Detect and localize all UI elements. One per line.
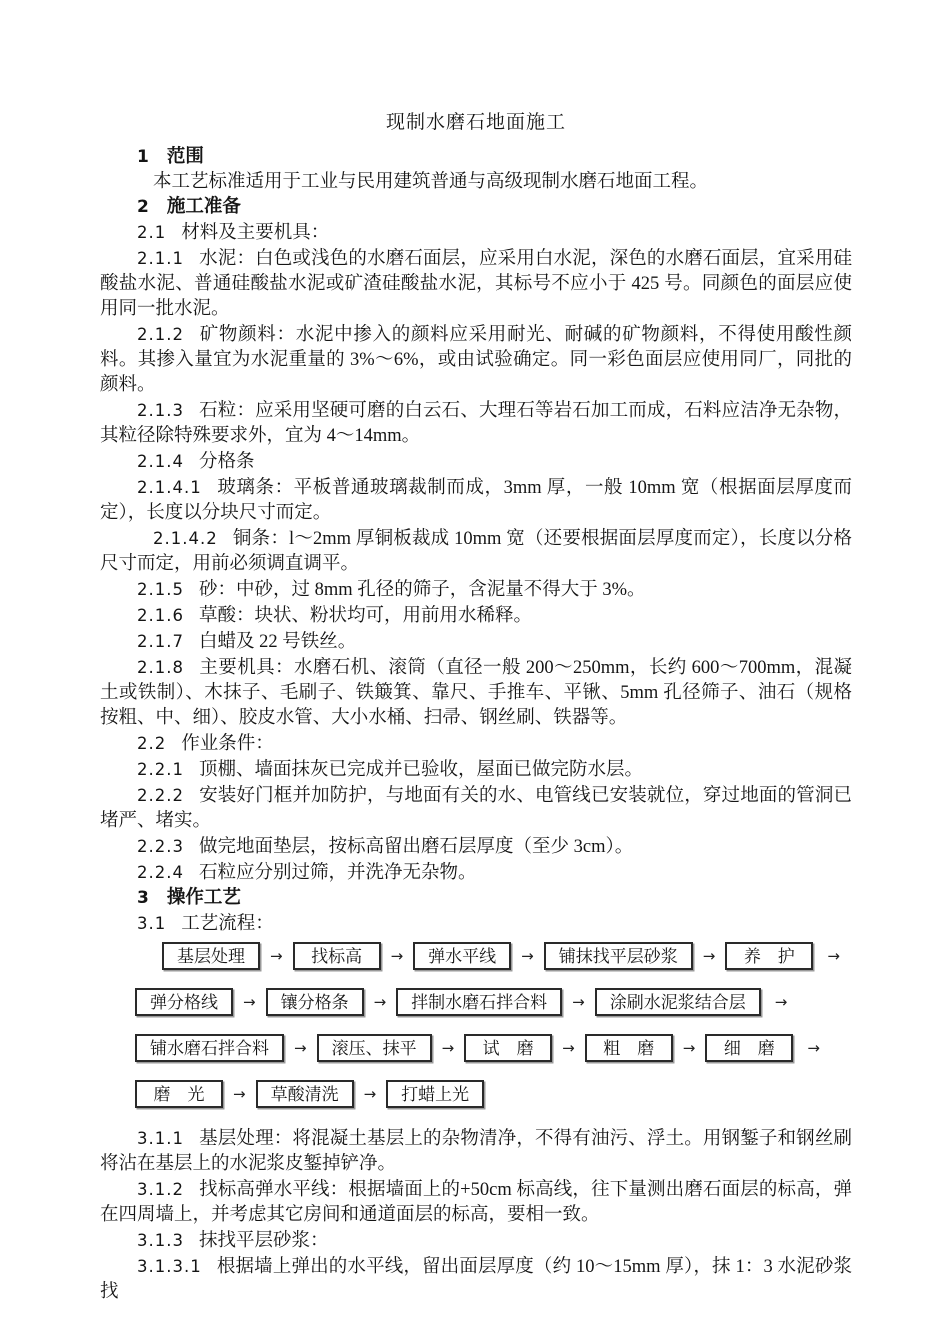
clause-text: 本工艺标准适用于工业与民用建筑普通与高级现制水磨石地面工程。 <box>153 172 709 192</box>
flow-box-snap-level-line: 弹水平线 <box>413 942 511 970</box>
clause-number: 2.1 <box>137 223 167 242</box>
clause-text: 安装好门框并加防护，与地面有关的水、电管线已安装就位，穿过地面的管洞已堵严、堵实。 <box>100 786 852 831</box>
arrow-right-icon: → <box>774 993 788 1011</box>
para-3-1 <box>100 911 852 937</box>
para-2-1-3 <box>100 398 852 449</box>
clause-text: 找标高弹水平线：根据墙面上的+50cm 标高线，往下量测出磨石面层的标高，弹在四周墙上，并考虑其它房间和通道面层的标高，要相一致。 <box>100 1180 852 1225</box>
clause-number: 2.1.8 <box>137 658 184 677</box>
flow-box-fine-grind: 细 磨 <box>705 1034 793 1062</box>
flow-box-oxalic-acid-wash: 草酸清洗 <box>256 1080 354 1108</box>
clause-text: 根据墙上弹出的水平线，留出面层厚度（约 10～15mm 厚），抹 1：3 水泥砂浆找 <box>100 1257 852 1302</box>
arrow-right-icon: → <box>572 993 585 1011</box>
arrow-right-icon: → <box>827 947 840 965</box>
para-2-1 <box>100 220 852 246</box>
arrow-right-icon: → <box>807 1039 820 1057</box>
clause-text: 做完地面垫层，按标高留出磨石层厚度（至少 3cm）。 <box>198 837 634 857</box>
heading-text: 范围 <box>166 147 204 167</box>
clause-text: 玻璃条：平板普通玻璃裁制而成，3mm 厚，一般 10mm 宽（根据面层厚度而定），长度以分块尺寸而定。 <box>100 478 852 523</box>
flow-box-polish: 磨 光 <box>135 1080 223 1108</box>
clause-number: 2.1.3 <box>137 401 184 420</box>
para-2-2-3 <box>100 834 852 860</box>
para-2-2-4 <box>100 860 852 886</box>
clause-number: 3.1.1 <box>137 1129 184 1148</box>
flow-box-curing: 养 护 <box>725 942 813 970</box>
clause-text: 水泥：白色或浅色的水磨石面层，应采用白水泥，深色的水磨石面层，宜采用硅酸盐水泥、普通硅酸盐水泥或矿渣硅酸盐水泥，其标号不应小于 425 号。同颜色的面层应使用同一批水泥。 <box>100 249 852 319</box>
flow-box-lay-terrazzo-mix: 铺水磨石拌合料 <box>135 1034 284 1062</box>
clause-text: 白蜡及 22 号铁丝。 <box>198 632 357 652</box>
clause-number: 3.1.2 <box>137 1180 184 1199</box>
clause-number: 3.1 <box>137 914 167 933</box>
clause-text: 材料及主要机具： <box>181 223 330 243</box>
clause-text: 顶棚、墙面抹灰已完成并已验收，屋面已做完防水层。 <box>198 760 643 780</box>
clause-number: 3.1.3 <box>137 1231 184 1250</box>
para-3-1-1 <box>100 1126 852 1177</box>
flow-box-snap-grid-lines: 弹分格线 <box>135 988 233 1016</box>
arrow-right-icon: → <box>702 947 716 965</box>
para-2-1-4-1 <box>100 475 852 526</box>
para-3-1-3 <box>100 1228 852 1254</box>
clause-text: 工艺流程： <box>181 914 274 934</box>
arrow-right-icon: → <box>441 1039 455 1057</box>
flow-box-leveling-mortar: 铺抹找平层砂浆 <box>544 942 693 970</box>
para-2-1-1 <box>100 246 852 322</box>
clause-number: 2.1.4.1 <box>137 478 202 497</box>
para-2-1-6 <box>100 603 852 629</box>
clause-text: 铜条：l～2mm 厚铜板裁成 10mm 宽（还要根据面层厚度而定），长度以分格尺寸而定，用前必须调直调平。 <box>100 529 852 574</box>
flow-box-inlay-divider-strips: 镶分格条 <box>266 988 364 1016</box>
para-2-1-5 <box>100 577 852 603</box>
clause-text: 分格条 <box>198 452 255 472</box>
flow-box-cement-slurry-bonding: 涂刷水泥浆结合层 <box>595 988 761 1016</box>
clause-number: 3.1.3.1 <box>137 1257 202 1276</box>
clause-text: 草酸：块状、粉状均可，用前用水稀释。 <box>198 606 532 626</box>
flow-box-wax-polish: 打蜡上光 <box>386 1080 484 1108</box>
flow-box-mix-terrazzo: 拌制水磨石拌合料 <box>396 988 562 1016</box>
clause-text: 砂：中砂，过 8mm 孔径的筛子，含泥量不得大于 3%。 <box>198 580 646 600</box>
clause-number: 2.1.6 <box>137 606 184 625</box>
clause-number: 1 <box>137 147 150 167</box>
para-3-1-2 <box>100 1177 852 1228</box>
clause-text: 主要机具：水磨石机、滚筒（直径一般 200～250mm，长约 600～700mm，混凝土或铁制）、木抹子、毛刷子、铁簸箕、靠尺、手推车、平锹、5mm 孔径筛子、油石（规格按粗、中、细）、胶皮水管、大小水桶、扫帚、钢丝刷、铁器等。 <box>100 658 852 728</box>
para-3-1-3-1 <box>100 1254 852 1305</box>
clause-number: 2 <box>137 197 150 217</box>
flow-row-1 <box>162 942 852 970</box>
flow-box-trial-grind: 试 磨 <box>464 1034 552 1062</box>
flow-box-roll-and-smooth: 滚压、抹平 <box>317 1034 432 1062</box>
flow-box-base-treatment: 基层处理 <box>162 942 260 970</box>
arrow-right-icon: → <box>243 993 256 1011</box>
arrow-right-icon: → <box>682 1039 696 1057</box>
para-2-1-4 <box>100 449 852 475</box>
para-2-1-8 <box>100 655 852 731</box>
arrow-right-icon: → <box>562 1039 575 1057</box>
clause-text: 抹找平层砂浆： <box>198 1231 329 1251</box>
heading-1 <box>100 145 852 170</box>
clause-text: 石粒：应采用坚硬可磨的白云石、大理石等岩石加工而成，石料应洁净无杂物，其粒径除特殊要求外，宜为 4～14mm。 <box>100 401 852 446</box>
clause-number: 2.2.2 <box>137 786 184 805</box>
para-2-2-1 <box>100 757 852 783</box>
clause-number: 3 <box>137 888 150 908</box>
clause-number: 2.1.4.2 <box>153 529 218 548</box>
clause-number: 2.1.5 <box>137 580 184 599</box>
clause-text: 矿物颜料：水泥中掺入的颜料应采用耐光、耐碱的矿物颜料，不得使用酸性颜料。其掺入量宜为水泥重量的 3%～6%，或由试验确定。同一彩色面层应使用同厂，同批的颜料。 <box>100 325 852 395</box>
clause-number: 2.2.1 <box>137 760 184 779</box>
arrow-right-icon: → <box>363 1085 377 1103</box>
flow-row-4 <box>135 1080 852 1108</box>
clause-number: 2.1.2 <box>137 325 184 344</box>
arrow-right-icon: → <box>294 1039 307 1057</box>
page-title: 现制水磨石地面施工 <box>385 112 566 133</box>
heading-3 <box>100 886 852 911</box>
process-flowchart <box>100 942 852 1108</box>
para-2-2-2 <box>100 783 852 834</box>
flow-row-2 <box>135 988 852 1016</box>
clause-number: 2.1.4 <box>137 452 184 471</box>
arrow-right-icon: → <box>233 1085 246 1103</box>
heading-text: 操作工艺 <box>166 888 241 908</box>
clause-number: 2.1.7 <box>137 632 184 651</box>
clause-number: 2.1.1 <box>137 249 184 268</box>
para-2-1-4-2 <box>100 526 852 577</box>
heading-2 <box>100 195 852 220</box>
clause-number: 2.2.4 <box>137 863 184 882</box>
arrow-right-icon: → <box>373 993 387 1011</box>
clause-text: 石粒应分别过筛，并洗净无杂物。 <box>198 863 477 883</box>
arrow-right-icon: → <box>521 947 534 965</box>
clause-number: 2.2.3 <box>137 837 184 856</box>
arrow-right-icon: → <box>390 947 404 965</box>
para-2-2 <box>100 731 852 757</box>
flow-box-set-elevation: 找标高 <box>293 942 381 970</box>
clause-text: 作业条件： <box>181 734 274 754</box>
para-scope <box>100 170 852 195</box>
flow-box-coarse-grind: 粗 磨 <box>585 1034 673 1062</box>
arrow-right-icon: → <box>270 947 283 965</box>
clause-text: 基层处理：将混凝土基层上的杂物清净，不得有油污、浮土。用钢錾子和钢丝刷将沾在基层上的水泥浆皮錾掉铲净。 <box>100 1129 852 1174</box>
para-2-1-2 <box>100 322 852 398</box>
flow-row-3 <box>135 1034 852 1062</box>
para-2-1-7 <box>100 629 852 655</box>
clause-number: 2.2 <box>137 734 167 753</box>
heading-text: 施工准备 <box>166 197 241 217</box>
